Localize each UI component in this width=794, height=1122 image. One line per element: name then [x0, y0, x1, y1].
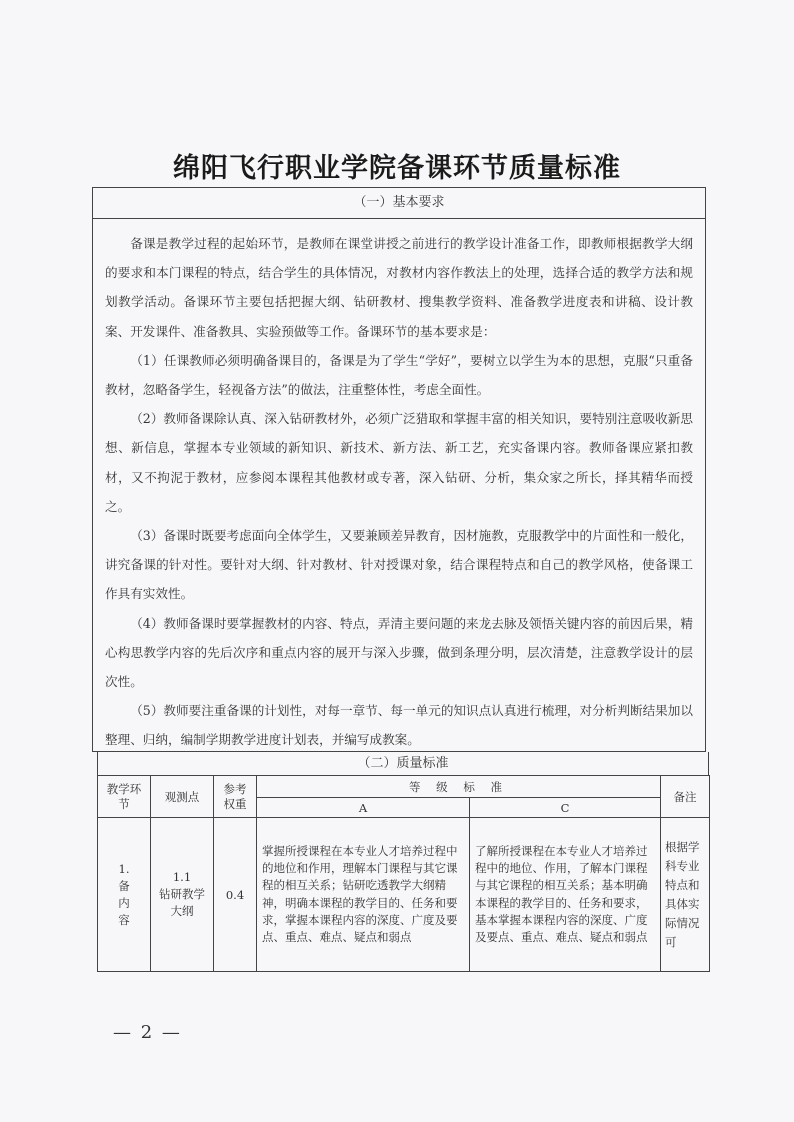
paragraph-requirement-2: （2）教师备课除认真、深入钻研教材外，必须广泛猎取和掌握丰富的相关知识，要特别注意吸收新思想、新信息，掌握本专业领域的新知识、新技术、新方法、新工艺，充实备课内容。教师备课应紧扣教材，又不拘泥于教材，应参阅本课程其他教材或专著，深入钻研、分析，集众家之所长，择其精华而授之。 — [105, 411, 693, 514]
teaching-link-text: 1.备内容 — [118, 861, 130, 927]
quality-standards-table — [97, 775, 710, 972]
header-grade-a: A — [257, 798, 470, 818]
basic-requirements-body — [93, 219, 705, 755]
page-title: 绵阳飞行职业学院备课环节质量标准 — [173, 153, 621, 184]
table-row — [98, 818, 710, 972]
table-header-row — [98, 776, 710, 798]
header-observation-point: 观测点 — [151, 776, 214, 818]
observation-number: 1.1 — [172, 870, 192, 884]
header-grade-c: C — [470, 798, 661, 818]
paragraph-requirement-3: （3）备课时既要考虑面向全体学生，又要兼顾差异教育，因材施教，克服教学中的片面性和一般化，讲究备课的针对性。要针对大纲、针对教材、针对授课对象，结合课程特点和自己的教学风格，使备课工作具有实效性。 — [105, 528, 693, 602]
cell-grade-a: 掌握所授课程在本专业人才培养过程中的地位和作用，理解本门课程与其它课程的相互关系；钻研吃透教学大纲精神，明确本课程的教学目的、任务和要求，掌握本课程内容的深度、广度及要点、重点、难点、疑点和弱点 — [257, 818, 470, 972]
page-number: — 2 — — [113, 1022, 182, 1043]
header-teaching-link: 教学环节 — [98, 776, 151, 818]
cell-observation-point — [151, 818, 214, 972]
section-heading-quality-standards: （二）质量标准 — [97, 752, 709, 775]
header-remark: 备注 — [661, 776, 710, 818]
cell-remark: 根据学科专业特点和具体实际情况可 — [661, 818, 710, 972]
paragraph-requirement-4: （4）教师备课时要掌握教材的内容、特点，弄清主要问题的来龙去脉及领悟关键内容的前因后果，精心构思教学内容的先后次序和重点内容的展开与深入步骤，做到条理分明，层次清楚，注意教学设计的层次性。 — [105, 615, 693, 690]
paragraph-intro: 备课是教学过程的起始环节，是教师在课堂讲授之前进行的教学设计准备工作，即教师根据教学大纲的要求和本门课程的特点，结合学生的具体情况，对教材内容作教法上的处理，选择合适的教学方法和规划教学活动。备课环节主要包括把握大纲、钻研教材、搜集教学资料、准备教学进度表和讲稿、设计教案、开发课件、准备教具、实验预做等工作。备课环节的基本要求是： — [105, 236, 693, 339]
observation-text: 钻研教学大纲 — [159, 887, 205, 918]
header-reference-weight: 参考权重 — [214, 776, 257, 818]
paragraph-requirement-5: （5）教师要注重备课的计划性，对每一章节、每一单元的知识点认真进行梳理，对分析判断结果加以整理、归纳，编制学期教学进度计划表，并编写成教案。 — [105, 703, 693, 748]
section-heading-basic-requirements: （一）基本要求 — [93, 188, 705, 219]
cell-teaching-link — [98, 818, 151, 972]
paragraph-requirement-1: （1）任课教师必须明确备课目的，备课是为了学生“学好”，要树立以学生为本的思想，克服“只重备教材，忽略备学生，轻视备方法”的做法，注重整体性，考虑全面性。 — [105, 352, 693, 398]
cell-grade-c: 了解所授课程在本专业人才培养过程中的地位、作用，了解本门课程与其它课程的相互关系；基本明确本课程的教学目的、任务和要求，基本掌握本课程内容的深度、广度及要点、重点、难点、疑点和弱点 — [470, 818, 661, 972]
header-grade-standard: 等 级 标 准 — [257, 776, 661, 798]
cell-weight: 0.4 — [214, 818, 257, 972]
basic-requirements-section — [92, 187, 706, 752]
